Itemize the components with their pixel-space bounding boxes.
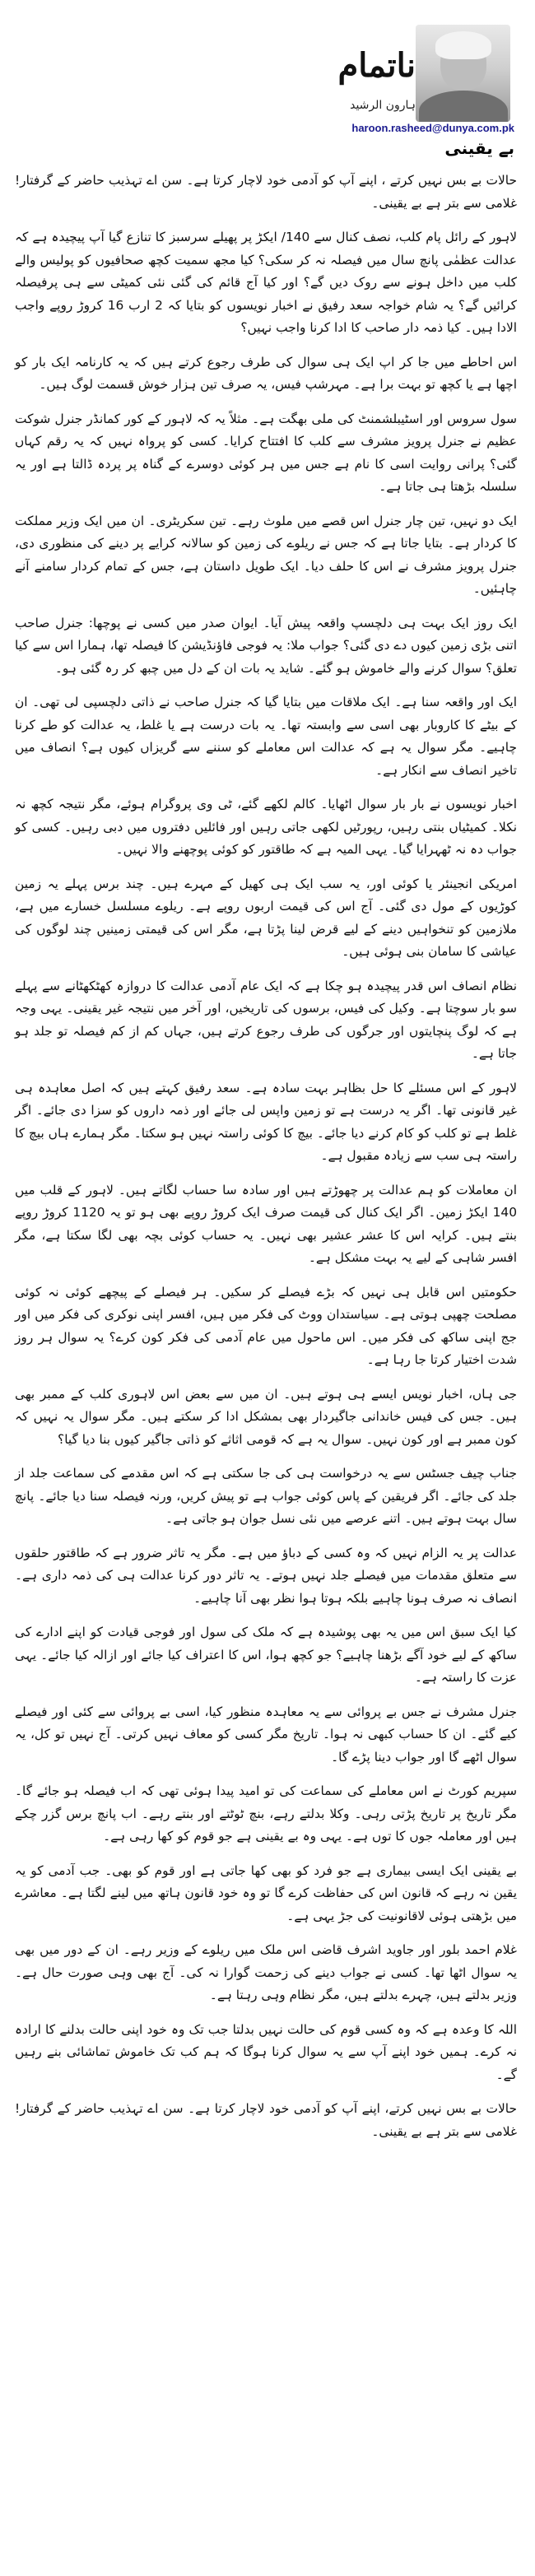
paragraph: اللہ کا وعدہ ہے کہ وہ کسی قوم کی حالت نہیں بدلتا جب تک وہ خود اپنی حالت بدلنے کا ارادہ نہ کرے۔ ہمیں خود اپنے آپ سے یہ سوال کرنا ہوگا کہ ہم کب تک خاموش تماشائی بنے رہیں گے۔ <box>15 2021 517 2082</box>
paragraph: نظام انصاف اس قدر پیچیدہ ہو چکا ہے کہ ایک عام آدمی عدالت کا دروازہ کھٹکھٹانے سے پہلے سو بار سوچتا ہے۔ وکیل کی فیس، برسوں کی تاریخیں، اور آخر میں نتیجہ غیر یقینی۔ یہی وجہ ہے کہ لوگ پنچایتوں اور جرگوں کی طرف رجوع کرتے ہیں، جہاں کم از کم فیصلہ تو جلد ہو جاتا ہے۔ <box>15 978 517 1061</box>
author-email[interactable]: haroon.rasheed@dunya.com.pk <box>351 122 514 134</box>
paragraph: کیا ایک سبق اس میں یہ بھی پوشیدہ ہے کہ ملک کی سول اور فوجی قیادت کو اپنے ادارے کی ساکھ کے لیے خود آگے بڑھنا چاہیے؟ جو کچھ ہوا، اس کا اعتراف کیا جائے اور ازالہ کیا جائے۔ یہی عزت کا راستہ ہے۔ <box>15 1625 517 1685</box>
paragraph: ان معاملات کو ہم عدالت پر چھوڑتے ہیں اور سادہ سا حساب لگاتے ہیں۔ لاہور کے قلب میں 140 ایکڑ زمین۔ اگر ایک کنال کی قیمت صرف ایک کروڑ روپے بھی ہو تو یہ 1120 کروڑ روپے بنتے ہیں۔ کرایہ اس کا عشر عشیر بھی نہیں۔ یہ حساب کوئی بچہ بھی لگا سکتا ہے، مگر افسر شاہی کے لیے یہ بہت مشکل ہے۔ <box>15 1182 517 1265</box>
paragraph: بے یقینی ایک ایسی بیماری ہے جو فرد کو بھی کھا جاتی ہے اور قوم کو بھی۔ جب آدمی کو یہ یقین نہ رہے کہ قانون اس کی حفاظت کرے گا تو وہ خود قانون ہاتھ میں لینے لگتا ہے۔ معاشرے میں بڑھتی ہوئی لاقانونیت کی جڑ یہی ہے۔ <box>15 1862 517 1923</box>
column-title: ناتمام <box>337 46 416 85</box>
author-photo-shoulders <box>419 91 508 122</box>
column-header <box>0 0 535 169</box>
paragraph: اخبار نویسوں نے بار بار سوال اٹھایا۔ کالم لکھے گئے، ٹی وی پروگرام ہوئے، مگر نتیجہ کچھ نہ نکلا۔ کمیٹیاں بنتی رہیں، رپورٹیں لکھی جاتی رہیں اور فائلیں دفتروں میں دبی رہیں۔ کسی کو جواب دہ نہ ٹھہرایا گیا۔ یہی المیہ ہے کہ طاقتور کو کوئی پوچھنے والا نہیں۔ <box>15 797 517 857</box>
author-name: ہارون الرشید <box>350 99 416 112</box>
paragraph: حالات بے بس نہیں کرتے، اپنے آپ کو آدمی خود لاچار کرتا ہے۔ سن اے تہذیب حاضر کے گرفتار! غلامی سے بتر ہے بے یقینی۔ <box>15 2101 517 2139</box>
paragraph: غلام احمد بلور اور جاوید اشرف قاضی اس ملک میں ریلوے کے وزیر رہے۔ ان کے دور میں بھی یہ سوال اٹھا تھا۔ کسی نے جواب دینے کی زحمت گوارا نہ کی۔ آج بھی وہی صورت حال ہے۔ وزیر بدلتے ہیں، چہرے بدلتے ہیں، مگر نظام وہی رہتا ہے۔ <box>15 1942 517 2002</box>
paragraph: سول سروس اور اسٹیبلشمنٹ کی ملی بھگت ہے۔ مثلاً یہ کہ لاہور کے کور کمانڈر جنرل شوکت عظیم نے جنرل پرویز مشرف سے کلب کا افتتاح کرایا۔ کسی کو پرواہ نہیں کہ یہ رقم کہاں گئی؟ پرانی روایت اسی کا نام ہے جس میں ہر کوئی دوسرے کے گناہ پر پردہ ڈالتا ہے اور یہ سلسلہ بڑھتا ہی جاتا ہے۔ <box>15 411 517 494</box>
paragraph: جی ہاں، اخبار نویس ایسے ہی ہوتے ہیں۔ ان میں سے بعض اس لاہوری کلب کے ممبر بھی ہیں۔ جس کی فیس خاندانی جاگیردار بھی بمشکل ادا کر سکتے ہیں۔ مگر سوال یہ نہیں کہ کون ممبر ہے اور کون نہیں۔ سوال یہ ہے کہ قومی اثاثے کو ذاتی جاگیر کیوں بنا دیا گیا؟ <box>15 1386 517 1447</box>
author-photo <box>416 25 510 122</box>
article-headline: بے یقینی <box>444 138 514 158</box>
paragraph: جناب چیف جسٹس سے یہ درخواست ہی کی جا سکتی ہے کہ اس مقدمے کی سماعت جلد از جلد کی جائے۔ اگر فریقین کے پاس کوئی جواب ہے تو پیش کریں، ورنہ فیصلہ سنا دیا جائے۔ پانچ سال بہت ہوتے ہیں۔ اتنے عرصے میں نئی نسل جوان ہو جاتی ہے۔ <box>15 1466 517 1526</box>
author-photo-hair <box>435 31 491 59</box>
paragraph: اس احاطے میں جا کر اپ ایک ہی سوال کی طرف رجوع کرتے ہیں کہ یہ کارنامہ ایک بار کو اچھا ہے یا کچھ تو بہت برا ہے۔ مہرشپ فیس، یہ صرف تین ہزار خوش قسمت لوگ ہیں۔ <box>15 354 517 392</box>
paragraph: ایک دو نہیں، تین چار جنرل اس قصے میں ملوث رہے۔ تین سکریٹری۔ ان میں ایک وزیر مملکت کا کردار ہے۔ بتایا جاتا ہے کہ جس نے ریلوے کی زمین کو سالانہ کرایے پر دینے کی منظوری دی، جنرل پرویز مشرف نے اس کا حلف دیا۔ ایک طویل داستان ہے، جس کے تمام کردار سامنے آنے چاہئیں۔ <box>15 513 517 596</box>
paragraph: حالات بے بس نہیں کرتے ، اپنے آپ کو آدمی خود لاچار کرتا ہے۔ سن اے تہذیب حاضر کے گرفتار! غلامی سے بتر ہے بے یقینی۔ <box>15 173 517 211</box>
paragraph: ایک اور واقعہ سنا ہے۔ ایک ملاقات میں بتایا گیا کہ جنرل صاحب نے ذاتی دلچسپی لی تھی۔ ان کے بیٹے کا کاروبار بھی اسی سے وابستہ تھا۔ یہ بات درست ہے یا غلط، یہ عدالت کو طے کرنا چاہیے۔ مگر سوال یہ ہے کہ عدالت اس معاملے کو سننے سے گریزاں کیوں ہے؟ انصاف میں تاخیر انصاف سے انکار ہے۔ <box>15 695 517 778</box>
paragraph: سپریم کورٹ نے اس معاملے کی سماعت کی تو امید پیدا ہوئی تھی کہ اب فیصلہ ہو جائے گا۔ مگر تاریخ پر تاریخ پڑتی رہی۔ وکلا بدلتے رہے، بنچ ٹوٹتے اور بنتے رہے۔ اب پانچ برس گزر چکے ہیں اور معاملہ جوں کا توں ہے۔ یہی وہ بے یقینی ہے جو قوم کو کھا رہی ہے۔ <box>15 1783 517 1844</box>
paragraph: ایک روز ایک بہت ہی دلچسپ واقعہ پیش آیا۔ ایوان صدر میں کسی نے پوچھا: جنرل صاحب اتنی بڑی زمین کیوں دے دی گئی؟ جواب ملا: یہ فوجی فاؤنڈیشن کا فیصلہ تھا، ہمارا اس سے کیا تعلق؟ سوال کرنے والے خاموش ہو گئے۔ شاید یہ بات ان کے دل میں چبھ کر رہ گئی ہو۔ <box>15 615 517 676</box>
paragraph: لاہور کے رائل پام کلب، نصف کنال سے 140/ ایکڑ پر پھیلے سرسبز کا تنازع گیا آپ پیچیدہ ہے کہ عدالت عظمٰی پانچ سال میں فیصلہ نہ کر سکی؟ کیا مجھ سمیت کچھ صحافیوں کو پولیس والے کلب میں داخل ہونے سے روک دیں گے؟ اور کیا آج قائم کی گئی نئی کمیٹی سے ہی پرفیصلہ کرائیں گے؟ یہ شام خواجہ سعد رفیق نے اخبار نویسوں کو بتایا کہ 2 ارب 16 کروڑ روپے واجب الادا ہیں۔ کیا ذمہ دار صاحب کا ادا کرنا واجب نہیں؟ <box>15 230 518 335</box>
paragraph: جنرل مشرف نے جس بے پروائی سے یہ معاہدہ منظور کیا، اسی بے پروائی سے کئی اور فیصلے کیے گئے۔ ان کا حساب کبھی نہ ہوا۔ تاریخ مگر کسی کو معاف نہیں کرتی۔ آج نہیں تو کل، یہ سوال اٹھے گا اور جواب دینا پڑے گا۔ <box>15 1704 517 1765</box>
paragraph: حکومتیں اس قابل ہی نہیں کہ بڑے فیصلے کر سکیں۔ ہر فیصلے کے پیچھے کوئی نہ کوئی مصلحت چھپی ہوتی ہے۔ سیاستدان ووٹ کی فکر میں ہیں، افسر اپنی نوکری کی فکر میں اور جج اپنی ساکھ کی فکر میں۔ اس ماحول میں عام آدمی کی فکر کون کرے؟ یہ سوال ہر روز شدت اختیار کرتا جا رہا ہے۔ <box>15 1284 517 1367</box>
paragraph: عدالت پر یہ الزام نہیں کہ وہ کسی کے دباؤ میں ہے۔ مگر یہ تاثر ضرور ہے کہ طاقتور حلقوں سے متعلق مقدمات میں فیصلے جلد نہیں ہوتے۔ یہ تاثر دور کرنا عدالت ہی کی ذمہ داری ہے۔ انصاف نہ صرف ہونا چاہیے بلکہ ہوتا ہوا نظر بھی آنا چاہیے۔ <box>15 1545 517 1606</box>
paragraph: لاہور کے اس مسئلے کا حل بظاہر بہت سادہ ہے۔ سعد رفیق کہتے ہیں کہ اصل معاہدہ ہی غیر قانونی تھا۔ اگر یہ درست ہے تو زمین واپس لی جائے اور ذمہ داروں کو سزا دی جائے۔ اگر غلط ہے تو کلب کو کام کرنے دیا جائے۔ بیچ کا کوئی راستہ نہیں ہو سکتا۔ مگر ہمارے ہاں بیچ کا راستہ ہی سب سے زیادہ مقبول ہے۔ <box>15 1080 517 1163</box>
paragraph: امریکی انجینئر یا کوئی اور، یہ سب ایک ہی کھیل کے مہرے ہیں۔ چند برس پہلے یہ زمین کوڑیوں کے مول دی گئی۔ آج اس کی قیمت اربوں روپے ہے۔ ریلوے مسلسل خسارے میں ہے، ملازمین کو تنخواہیں دینے کے لیے قرض لینا پڑتا ہے، مگر اس کی قیمتی زمینیں چند لوگوں کی عیاشی کا سامان بنی ہوئی ہیں۔ <box>15 876 517 959</box>
article-body <box>15 170 517 2155</box>
